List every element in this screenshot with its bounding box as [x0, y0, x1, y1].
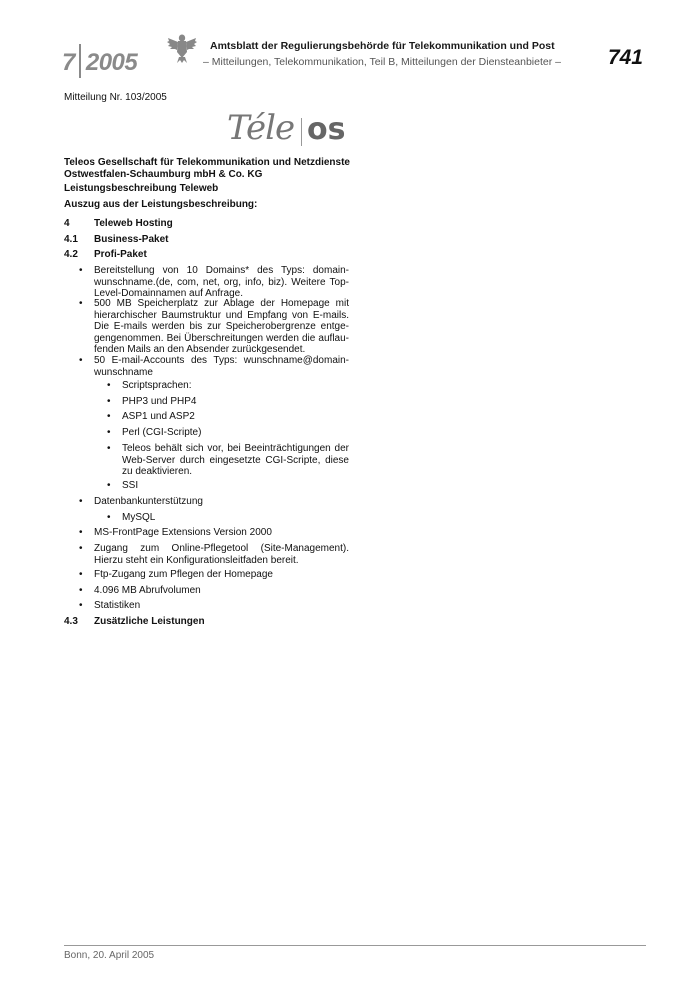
issue-label: [62, 44, 137, 78]
federal-eagle-icon: [167, 30, 197, 64]
list-item-text: ASP1 und ASP2: [122, 411, 195, 422]
bullet: •: [107, 380, 111, 391]
bullet: •: [107, 480, 111, 491]
list-item: [107, 427, 349, 439]
company-line-2: Ostwestfalen-Schaumburg mbH & Co. KG: [64, 169, 263, 180]
excerpt-title: Auszug aus der Leistungsbeschreibung:: [64, 199, 258, 210]
section-number: 4: [64, 218, 70, 229]
section-title: Zusätzliche Leistungen: [94, 616, 205, 627]
list-item: [107, 512, 349, 524]
issue-year: 2005: [85, 49, 138, 76]
list-item-text: Bereitstellung von 10 Domains* des Typs: domain-wunschname.(de, com, net, org, info, biz). Weitere Top-Level-Domainnamen auf Anfrage.: [94, 265, 349, 299]
list-item: [79, 543, 349, 566]
list-item: [79, 355, 349, 378]
list-item-text: 500 MB Speicherplatz zur Ablage der Homepage mit hierarchischer Baumstruktur und Empfang von E-mails. Die E-mails werden bis zur Speicherobergrenze entge-gengenommen. Bei Überschreitungen werden die auflau-fenden Mails an den Absender zurückgesendet.: [94, 298, 349, 355]
bullet: •: [79, 600, 83, 611]
list-item: [107, 480, 349, 492]
issue-separator: [79, 44, 81, 78]
page-header: [0, 0, 700, 90]
list-item-text: 4.096 MB Abrufvolumen: [94, 585, 201, 596]
gazette-title: Amtsblatt der Regulierungsbehörde für Telekommunikation und Post: [210, 40, 555, 52]
list-item: [79, 569, 349, 581]
bullet: •: [107, 443, 111, 454]
bullet: •: [79, 585, 83, 596]
bullet: •: [107, 411, 111, 422]
list-item-text: Scriptsprachen:: [122, 380, 192, 391]
list-item: [79, 527, 349, 539]
list-item-text: Datenbankunterstützung: [94, 496, 203, 507]
list-item-text: SSI: [122, 480, 139, 491]
logo-os: os: [307, 112, 346, 147]
list-item: [107, 396, 349, 408]
section-number: 4.2: [64, 249, 78, 260]
bullet: •: [107, 512, 111, 523]
bullet: •: [79, 543, 83, 554]
list-item-text: Perl (CGI-Scripte): [122, 427, 202, 438]
list-item-text: PHP3 und PHP4: [122, 396, 197, 407]
section-title: Business-Paket: [94, 234, 169, 245]
list-item-text: Teleos behält sich vor, bei Beeinträchtigungen der Web-Server durch eingesetzte CGI-Scripte, diese zu deaktivieren.: [122, 443, 349, 477]
list-item-text: Zugang zum Online-Pflegetool (Site-Management). Hierzu steht ein Konfigurationsleitfaden bereit.: [94, 543, 349, 566]
logo-divider: [301, 118, 302, 146]
list-item: [107, 380, 349, 392]
list-item-text: 50 E-mail-Accounts des Typs: wunschname@domain-wunschname: [94, 355, 349, 378]
list-item: [79, 265, 349, 300]
section-number: 4.1: [64, 234, 78, 245]
list-item-text: MS-FrontPage Extensions Version 2000: [94, 527, 272, 538]
description-title: Leistungsbeschreibung Teleweb: [64, 183, 219, 194]
list-item: [79, 585, 349, 597]
page-number: 741: [607, 46, 643, 69]
bullet: •: [79, 527, 83, 538]
list-item: [79, 600, 349, 612]
bullet: •: [79, 569, 83, 580]
list-item: [79, 298, 349, 356]
bullet: •: [79, 265, 83, 276]
list-item: [107, 411, 349, 423]
footer-date: Bonn, 20. April 2005: [64, 950, 155, 961]
section-4-3: [64, 616, 350, 627]
section-title: Teleweb Hosting: [94, 218, 173, 229]
bullet: •: [107, 396, 111, 407]
section-4-1: [64, 234, 350, 245]
list-item-text: Ftp-Zugang zum Pflegen der Homepage: [94, 569, 273, 580]
list-item-text: MySQL: [122, 512, 156, 523]
gazette-subtitle: – Mitteilungen, Telekommunikation, Teil B, Mitteilungen der Diensteanbieter –: [203, 56, 561, 68]
logo-tele: Téle: [227, 108, 295, 148]
list-item-text: Statistiken: [94, 600, 141, 611]
section-4-2: [64, 249, 350, 260]
section-title: Profi-Paket: [94, 249, 147, 260]
bullet: •: [79, 355, 83, 366]
notice-number: Mitteilung Nr. 103/2005: [64, 92, 167, 103]
bullet: •: [79, 496, 83, 507]
section-number: 4.3: [64, 616, 78, 627]
issue-number: 7: [62, 49, 75, 76]
section-4: [64, 218, 350, 229]
teleos-logo: [227, 108, 347, 150]
bullet: •: [107, 427, 111, 438]
list-item: [79, 496, 349, 508]
list-item: [107, 443, 349, 478]
bullet: •: [79, 298, 83, 309]
company-line-1: Teleos Gesellschaft für Telekommunikation und Netzdienste: [64, 157, 350, 168]
company-name: [64, 157, 350, 181]
footer-divider: [64, 945, 646, 946]
